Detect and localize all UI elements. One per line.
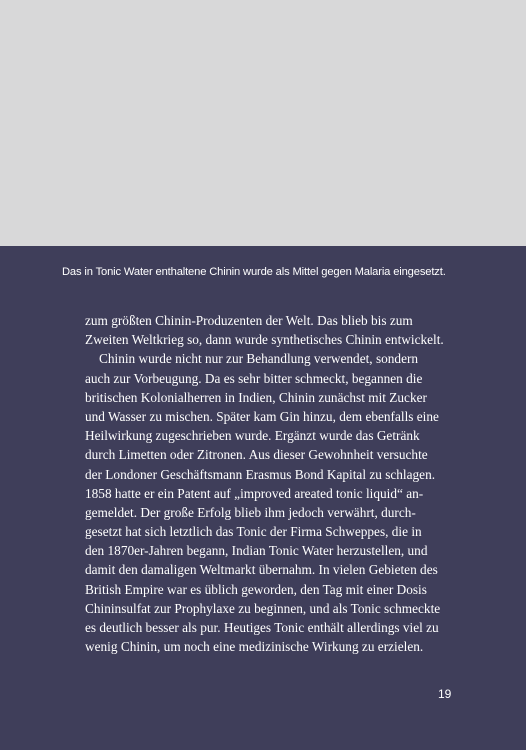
body-line: Chinin wurde nicht nur zur Behandlung verwendet, sondern <box>99 351 419 367</box>
body-line: Heilwirkung zugeschrieben wurde. Ergänzt wurde das Getränk <box>85 428 420 444</box>
body-line: gemeldet. Der große Erfolg blieb ihm jedoch verwährt, durch- <box>85 504 416 520</box>
image-placeholder <box>0 0 526 246</box>
body-line: und Wasser zu mischen. Später kam Gin hinzu, dem ebenfalls eine <box>85 408 439 424</box>
body-line: durch Limetten oder Zitronen. Aus dieser Gewohnheit versuchte <box>85 447 428 463</box>
body-line: es deutlich besser als pur. Heutiges Tonic enthält allerdings viel zu <box>85 620 439 635</box>
image-caption: Das in Tonic Water enthaltene Chinin wurde als Mittel gegen Malaria eingesetzt. <box>62 266 446 278</box>
body-line: Zweiten Weltkrieg so, dann wurde synthetisches Chinin entwickelt. <box>85 332 444 348</box>
page-number: 19 <box>438 687 452 701</box>
body-line: damit den damaligen Weltmarkt übernahm. In vielen Gebieten des <box>85 562 438 578</box>
body-line: auch zur Vorbeugung. Da es sehr bitter schmeckt, begannen die <box>85 370 423 386</box>
body-line: wenig Chinin, um noch eine medizinische Wirkung zu erzielen. <box>85 639 424 655</box>
body-line: der Londoner Geschäftsmann Erasmus Bond Kapital zu schlagen. <box>85 466 436 482</box>
body-line: British Empire war es üblich geworden, den Tag mit einer Dosis <box>85 581 427 597</box>
body-text <box>85 311 465 656</box>
body-line: Chininsulfat zur Prophylaxe zu beginnen, und als Tonic schmeckte <box>85 600 441 616</box>
body-line: 1858 hatte er ein Patent auf „improved areated tonic liquid“ an- <box>85 485 424 501</box>
body-line: zum größten Chinin-Produzenten der Welt. Das blieb bis zum <box>85 313 413 328</box>
body-line: britischen Kolonialherren in Indien, Chinin zunächst mit Zucker <box>85 389 427 405</box>
body-line: gesetzt hat sich letztlich das Tonic der Firma Schweppes, die in <box>85 524 422 540</box>
body-line: den 1870er-Jahren begann, Indian Tonic Water herzustellen, und <box>85 543 428 559</box>
